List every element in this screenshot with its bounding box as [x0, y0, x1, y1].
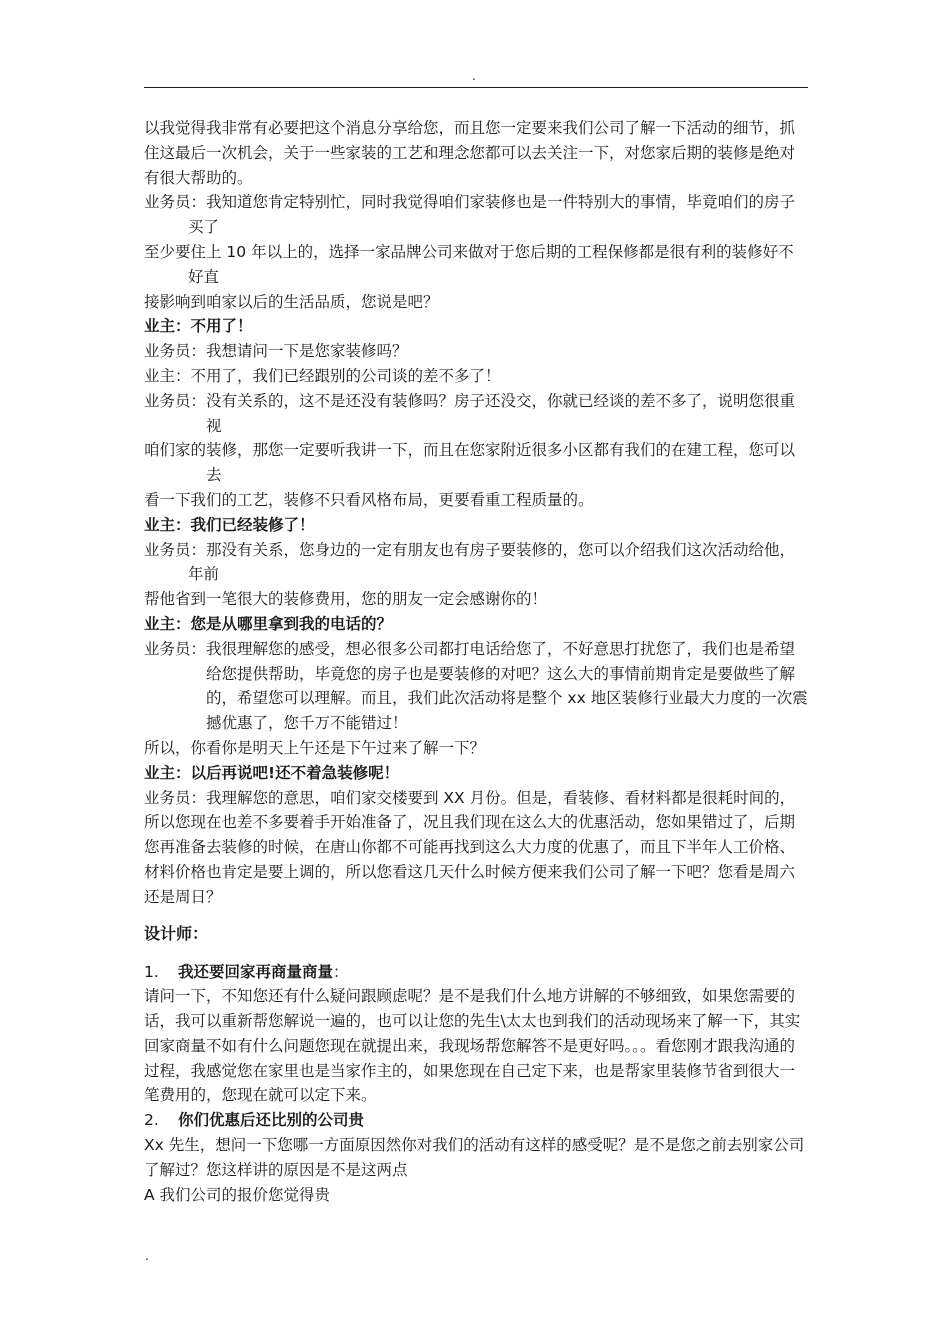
header-rule — [144, 87, 808, 88]
paragraph-17: 业务员：我理解您的意思，咱们家交楼要到 XX 月份。但是，看装修、看材料都是很耗时间的，所以您现在也差不多要着手开始准备了，况且我们现在这么大的优惠活动，您如果错过了，后期您再准备去装修的时候，在唐山你都不可能再找到这么大力度的优惠了，而且下半年人工价格、材料价格也肯定是要上调的，所以您看这几天什么时候方便来我们公司了解一下吧？您看是周六还是周日？ — [144, 788, 796, 906]
paragraph-12: 帮他省到一笔很大的装修费用，您的朋友一定会感谢你的！ — [144, 590, 548, 609]
item-1-colon: ： — [333, 962, 349, 981]
owner-line-3: 业主：您是从哪里拿到我的电话的？ — [144, 614, 393, 633]
item-2-heading — [144, 1108, 808, 1133]
paragraph-2: 至少要住上 10 年以上的，选择一家品牌公司来做对于您后期的工程保修都是很有利的装修好不好直 — [144, 242, 794, 286]
owner-line-4: 业主：以后再说吧!还不着急装修呢！ — [144, 763, 400, 782]
paragraph-3: 接影响到咱家以后的生活品质，您说是吧？ — [144, 292, 439, 311]
owner-line-1: 业主：不用了！ — [144, 317, 253, 336]
footer-dot: . — [145, 1249, 149, 1263]
item-2-body: Xx 先生，想问一下您哪一方面原因然你对我们的活动有这样的感受呢？是不是您之前去别家公司了解过？您这样讲的原因是不是这两点 — [144, 1136, 805, 1179]
paragraph-8: 咱们家的装修，那您一定要听我讲一下，而且在您家附近很多小区都有我们的在建工程，您可以去 — [144, 441, 796, 485]
paragraph-14: 业务员：我很理解您的感受，想必很多公司都打电话给您了，不好意思打扰您了，我们也是希望给您提供帮助，毕竟您的房子也是要装修的对吧？这么大的事情前期肯定是要做些了解的，希望您可以理解。而且，我们此次活动将是整个 xx 地区装修行业最大力度的一次震撼优惠了，您千万不能错过！ — [144, 639, 808, 733]
paragraph-7: 业务员：没有关系的，这不是还没有装修吗？房子还没交，你就已经谈的差不多了，说明您很重视 — [144, 391, 796, 435]
document-body — [144, 116, 808, 1207]
item-1-body: 请问一下，不知您还有什么疑问跟顾虑呢？是不是我们什么地方讲解的不够细致，如果您需要的话，我可以重新帮您解说一遍的，也可以让您的先生\太太也到我们的活动现场来了解一下，其实回家商量不如有什么问题您现在就提出来，我现场帮您解答不是更好吗。。。看您刚才跟我沟通的过程，我感觉您在家里也是当家作主的，如果您现在自己定下来，也是帮家里装修节省到很大一笔费用的，您现在就可以定下来。 — [144, 987, 801, 1105]
item-1-title: 我还要回家再商量商量 — [178, 962, 334, 981]
last-line: A 我们公司的报价您觉得贵 — [144, 1185, 331, 1204]
section-title-designer: 设计师： — [144, 923, 209, 943]
item-2-number: 2. — [144, 1111, 159, 1130]
paragraph-6: 业主：不用了，我们已经跟别的公司谈的差不多了！ — [144, 366, 501, 385]
owner-line-2: 业主：我们已经装修了！ — [144, 515, 315, 534]
paragraph-0: 以我觉得我非常有必要把这个消息分享给您，而且您一定要来我们公司了解一下活动的细节，抓住这最后一次机会，关于一些家装的工艺和理念您都可以去关注一下，对您家后期的装修是绝对有很大帮助的。 — [144, 119, 796, 187]
paragraph-9: 看一下我们的工艺，装修不只看风格布局，更要看重工程质量的。 — [144, 490, 594, 509]
paragraph-15: 所以，你看你是明天上午还是下午过来了解一下？ — [144, 738, 486, 757]
item-1-heading — [144, 960, 808, 985]
header-dot: . — [472, 69, 476, 83]
paragraph-5: 业务员：我想请问一下是您家装修吗？ — [144, 342, 408, 361]
paragraph-11: 业务员：那没有关系，您身边的一定有朋友也有房子要装修的，您可以介绍我们这次活动给他，年前 — [144, 540, 796, 584]
item-2-title: 你们优惠后还比别的公司贵 — [178, 1111, 365, 1130]
item-1-number: 1. — [144, 962, 159, 981]
paragraph-1: 业务员：我知道您肯定特别忙，同时我觉得咱们家装修也是一件特别大的事情，毕竟咱们的房子买了 — [144, 193, 796, 237]
